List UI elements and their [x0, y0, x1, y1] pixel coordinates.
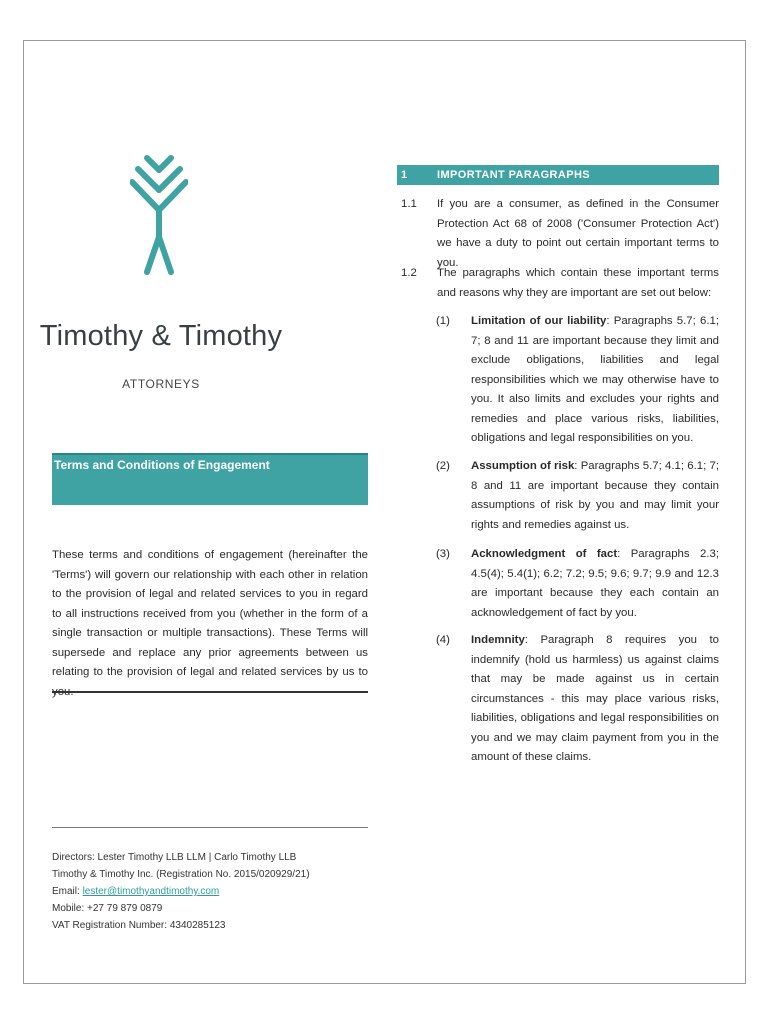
section-heading [397, 165, 719, 185]
section-title: IMPORTANT PARAGRAPHS [437, 169, 591, 181]
paragraph-1-2 [397, 264, 719, 303]
list-item-2 [436, 457, 719, 535]
footer-directors: Directors: Lester Timothy LLB LLM | Carlo Timothy LLB [52, 852, 297, 863]
list-item-4 [436, 631, 719, 768]
item-number: (1) [436, 315, 450, 327]
paragraph-number: 1.2 [401, 267, 417, 279]
footer-email-line [52, 883, 382, 900]
list-item-3 [436, 545, 719, 623]
item-text: : Paragraphs 5.7; 4.1; 6.1; 7; 8 and 11 are important because they contain assumptions of risk by you and may limit your rights and remedies against us. [471, 460, 719, 531]
section-number: 1 [401, 169, 408, 181]
intro-paragraph: These terms and conditions of engagement (hereinafter the 'Terms') will govern our relationship with each other in relation to the provision of legal and related services to you in regard to all instructions received from you (whether in the form of a single transaction or multiple transactions). These Terms will supersede and replace any prior agreements between us relating to the provision of legal and related services by us to you. [52, 549, 368, 698]
item-heading: Assumption of risk [471, 460, 575, 472]
item-number: (3) [436, 548, 450, 560]
item-heading: Indemnity [471, 634, 525, 646]
divider [52, 691, 368, 693]
firm-name: Timothy & Timothy [39, 320, 283, 352]
footer-email-link[interactable]: lester@timothyandtimothy.com [82, 886, 220, 897]
footer-company: Timothy & Timothy Inc. (Registration No. 2015/020929/21) [52, 869, 310, 880]
item-text: : Paragraph 8 requires you to indemnify (hold us harmless) us against claims that may be made against us in certain circumstances - this may place various risks, liabilities, obligations and legal responsibilities on you and we may claim payment from you in the amount of these claims. [471, 634, 719, 763]
footer [52, 849, 382, 934]
footer-email-label: Email: [52, 886, 83, 897]
paragraph-number: 1.1 [401, 198, 417, 210]
footer-divider [52, 827, 368, 828]
item-heading: Limitation of our liability [471, 315, 607, 327]
tree-logo-icon [130, 155, 188, 275]
item-number: (2) [436, 460, 450, 472]
paragraph-text: The paragraphs which contain these important terms and reasons why they are important are set out below: [437, 267, 719, 299]
firm-subtitle: ATTORNEYS [122, 377, 200, 391]
terms-title: Terms and Conditions of Engagement [54, 458, 270, 472]
footer-mobile: Mobile: +27 79 879 0879 [52, 903, 163, 914]
list-item-1 [436, 312, 719, 449]
item-number: (4) [436, 634, 450, 646]
item-heading: Acknowledgment of fact [471, 548, 618, 560]
item-text: : Paragraphs 5.7; 6.1; 7; 8 and 11 are important because they limit and exclude obligations, liabilities and legal responsibilities which we may otherwise have to you. It also limits and excludes your rights and remedies and place various risks, liabilities, obligations and legal responsibilities on you. [471, 315, 719, 444]
paragraph-1-1 [397, 195, 719, 273]
paragraph-text: If you are a consumer, as defined in the Consumer Protection Act 68 of 2008 ('Consumer Protection Act') we have a duty to point out certain important terms to you. [437, 198, 719, 269]
terms-title-box [52, 453, 368, 505]
item-text: : Paragraphs 2.3; 4.5(4); 5.4(1); 6.2; 7.2; 9.5; 9.6; 9.7; 9.9 and 12.3 are important because they each contain an acknowledgement of fact by you. [471, 548, 719, 619]
footer-vat: VAT Registration Number: 4340285123 [52, 920, 226, 931]
